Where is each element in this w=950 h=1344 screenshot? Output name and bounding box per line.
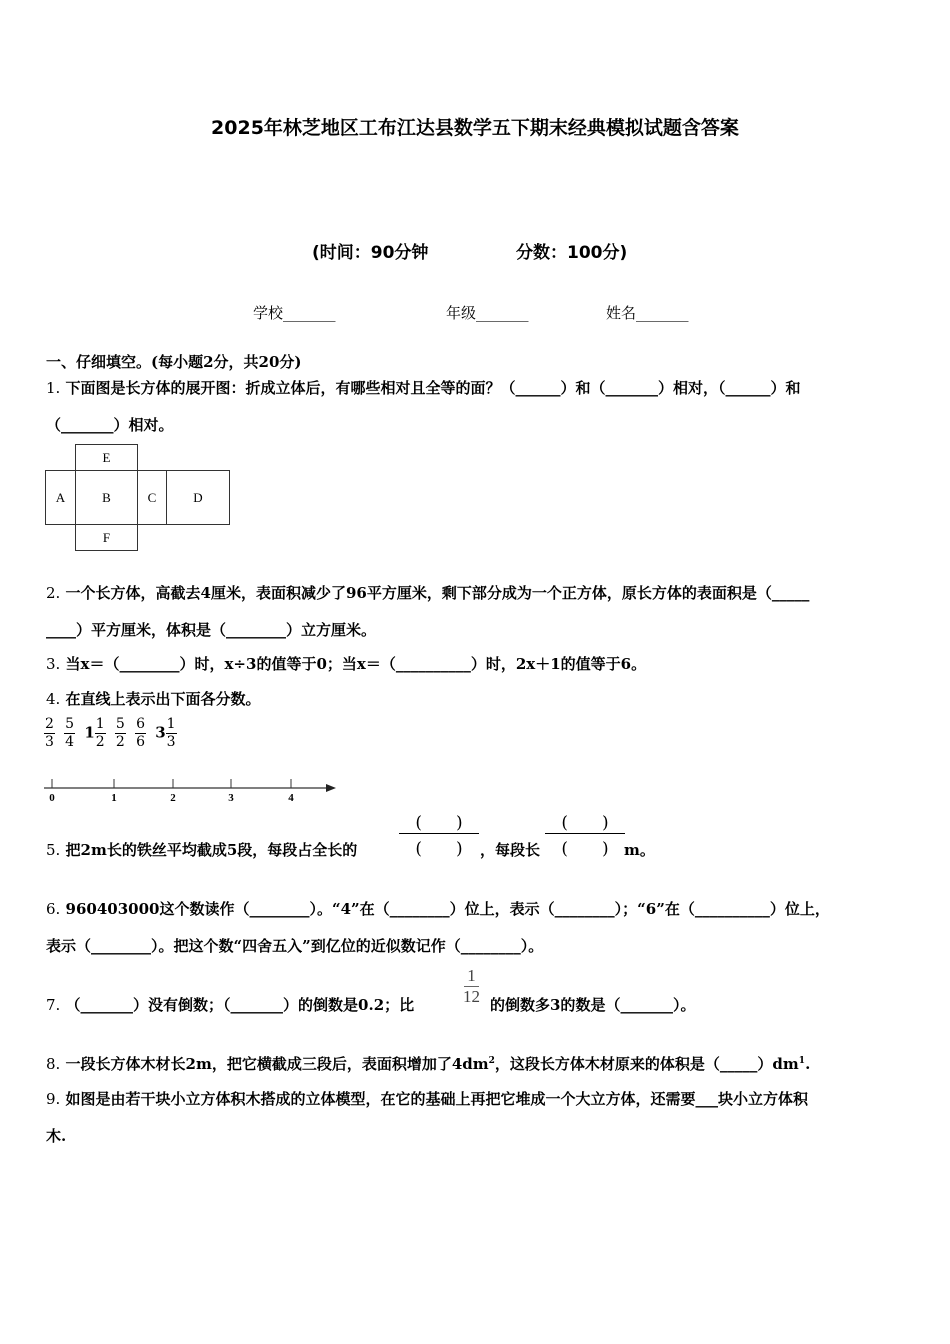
- exam-time: (时间：90分钟: [312, 243, 429, 263]
- question-text: .: [805, 1055, 811, 1073]
- fraction: $\frac{5}{4}$: [65, 716, 75, 750]
- question-number: 8.: [46, 1055, 61, 1073]
- number-line: [44, 774, 344, 804]
- superscript: 2: [488, 1056, 495, 1066]
- page-title: 2025年林芝地区工布江达县数学五下期末经典模拟试题含答案: [211, 117, 739, 139]
- question-8: [46, 1053, 810, 1074]
- question-text: 把2m长的铁丝平均截成5段，每段占全长的: [65, 841, 358, 859]
- question-text: 如图是由若干块小立方体积木搭成的立体模型，在它的基础上再把它堆成一个大立方体，还需要___块小立方体积: [65, 1090, 809, 1108]
- question-text: 下面图是长方体的展开图：折成立体后，有哪些相对且全等的面？（______）和（_______）相对，（______）和: [65, 379, 801, 397]
- mixed-whole: 3: [155, 723, 166, 742]
- tick-label: 0: [49, 792, 55, 804]
- question-1-cont: （_______）相对。: [46, 416, 174, 434]
- face-b: B: [75, 470, 138, 525]
- tick-label: 3: [228, 792, 234, 804]
- exam-score: 分数：100分): [516, 243, 628, 263]
- face-e: E: [75, 444, 138, 471]
- school-field[interactable]: 学校_______: [253, 304, 336, 322]
- fraction: $\frac{6}{6}$: [136, 716, 145, 750]
- fraction: $\frac{2}{3}$: [45, 716, 54, 750]
- face-c: C: [137, 470, 167, 525]
- fraction: $\frac{1}{2}$: [95, 716, 105, 750]
- grade-field[interactable]: 年级_______: [446, 304, 529, 322]
- question-6: [46, 898, 830, 919]
- question-number: 9.: [46, 1090, 61, 1108]
- tick-label: 2: [170, 792, 176, 804]
- question-9: [46, 1088, 808, 1109]
- question-text: （_______）没有倒数；（_______）的倒数是0.2；比: [65, 996, 415, 1014]
- question-3: [46, 653, 646, 674]
- arrow-icon: [326, 784, 336, 792]
- question-text: 一个长方体，高截去4厘米，表面积减少了96平方厘米，剩下部分成为一个正方体，原长方体的表面积是（_____: [65, 584, 810, 602]
- tick-label: 1: [111, 792, 117, 804]
- question-number: 7.: [46, 996, 61, 1014]
- superscript: 1: [798, 1056, 806, 1066]
- question-number: 2.: [46, 584, 61, 602]
- fraction-blank-1[interactable]: ( ) ( ): [399, 808, 479, 859]
- fraction-list: [44, 716, 181, 751]
- question-2-cont: ____）平方厘米，体积是（________）立方厘米。: [46, 621, 377, 639]
- question-number: 1.: [46, 379, 61, 397]
- question-text: 的倒数多3的数是（_______）。: [490, 996, 696, 1014]
- face-a: A: [45, 470, 76, 525]
- question-4: [46, 688, 261, 709]
- question-6-cont: 表示（________）。把这个数“四舍五入”到亿位的近似数记作（________）。: [46, 937, 544, 955]
- question-text: 当x＝（________）时，x÷3的值等于0；当x＝（__________）时，2x＋1的值等于6。: [65, 655, 647, 673]
- question-2: [46, 582, 809, 603]
- section-heading: 一、仔细填空。(每小题2分，共20分): [46, 353, 302, 371]
- fraction: $\frac{5}{2}$: [115, 716, 125, 750]
- mixed-whole: 1: [84, 723, 95, 742]
- question-text: ，每段长: [480, 841, 541, 859]
- question-1: [46, 377, 801, 398]
- question-text: 960403000这个数读作（________）。“4”在（________）位上，表示（________）；“6”在（__________）位上，: [65, 900, 830, 918]
- tick-label: 4: [288, 792, 294, 804]
- name-field[interactable]: 姓名_______: [606, 304, 689, 322]
- question-text: m。: [624, 841, 655, 859]
- question-text: 在直线上表示出下面各分数。: [65, 690, 261, 708]
- fraction-1-12: 1 12: [463, 966, 480, 1006]
- face-d: D: [166, 470, 230, 525]
- question-number: 4.: [46, 690, 61, 708]
- question-5: [46, 839, 357, 860]
- question-text: 一段长方体木材长2m，把它横截成三段后，表面积增加了4dm: [65, 1055, 489, 1073]
- question-9-cont: 木.: [46, 1127, 67, 1145]
- face-f: F: [75, 524, 138, 551]
- question-number: 3.: [46, 655, 61, 673]
- question-7: [46, 994, 414, 1015]
- question-text: ，这段长方体木材原来的体积是（_____）dm: [494, 1055, 799, 1073]
- question-number: 6.: [46, 900, 61, 918]
- question-number: 5.: [46, 841, 61, 859]
- fraction: $\frac{1}{3}$: [166, 716, 176, 750]
- fraction-blank-2[interactable]: ( ) ( ): [545, 808, 625, 859]
